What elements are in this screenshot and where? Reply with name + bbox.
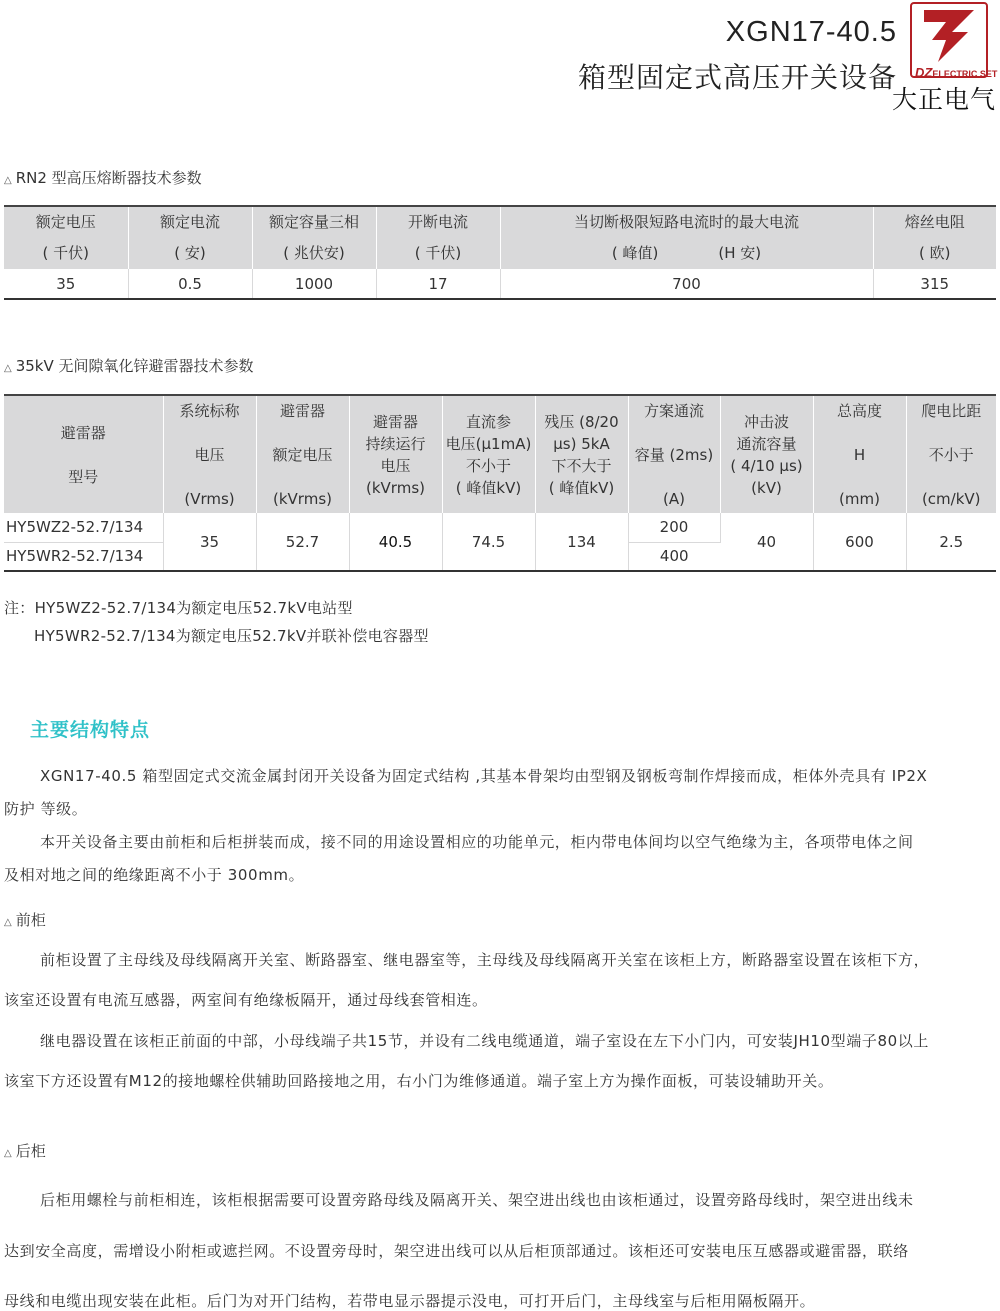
paragraph-line: 及相对地之间的绝缘距离不小于 300mm。 — [4, 866, 305, 884]
paragraph-line: 母线和电缆出现安装在此柜。后门为对开门结构，若带电显示器提示没电，可打开后门，主母线室与后柜用隔板隔开。 — [4, 1292, 816, 1310]
table-cell: 400 — [659, 547, 689, 566]
triangle-bullet-icon: △ — [4, 363, 12, 374]
brand-name: 大正电气 — [892, 85, 997, 114]
features-heading: 主要结构特点 — [30, 719, 151, 741]
header-dc-reference-voltage: 直流参 电压(μ1mA) 不小于 ( 峰值kV) — [442, 395, 535, 513]
product-title: 箱型固定式高压开关设备 — [577, 61, 897, 94]
header-impulse-capacity: 冲击波 通流容量 ( 4/10 μs) (kV) — [720, 395, 813, 513]
table-cell: 35 — [163, 513, 256, 571]
table-cell: 40 — [720, 513, 813, 571]
table-cell: 74.5 — [442, 513, 535, 571]
header-max-current: 当切断极限短路电流时的最大电流 ( 峰值) (H 安) — [500, 206, 873, 269]
table-row — [4, 269, 996, 299]
triangle-bullet-icon: △ — [4, 175, 12, 186]
header-residual-voltage: 残压 (8/20 μs) 5kA 下不大于 ( 峰值kV) — [535, 395, 628, 513]
table-cell: 52.7 — [256, 513, 349, 571]
paragraph-line: 前柜设置了主母线及母线隔离开关室、断路器室、继电器室等，主母线及母线隔离开关室在该柜上方，断路器室设置在该柜下方， — [40, 951, 930, 969]
paragraph-line: 后柜用螺栓与前柜相连，该柜根据需要可设置旁路母线及隔离开关、架空进出线也由该柜通过，设置旁路母线时，架空进出线未 — [40, 1191, 914, 1209]
paragraph-line: 达到安全高度，需增设小附柜或遮拦网。不设置旁母时，架空进出线可以从后柜顶部通过。该柜还可安装电压互感器或避雷器，联络 — [4, 1242, 909, 1260]
header-creepage-distance: 爬电比距 不小于 (cm/kV) — [906, 395, 996, 513]
header-breaking-current: 开断电流 ( 千伏) — [376, 206, 500, 269]
header-arrester-model: 避雷器 型号 — [4, 395, 163, 513]
header-continuous-voltage: 避雷器 持续运行 电压 (kVrms) — [349, 395, 442, 513]
logo-text: DZELECTRIC SET — [915, 65, 998, 80]
paragraph-line: 防护 等级。 — [4, 800, 88, 818]
table-cell: 17 — [376, 269, 500, 299]
table-cell: 700 — [500, 269, 873, 299]
lightning-icon — [912, 4, 990, 66]
table-cell: 1000 — [252, 269, 376, 299]
rear-cabinet-title: △ 后柜 — [4, 1142, 46, 1160]
fuse-table-title: △ RN2 型高压熔断器技术参数 — [4, 169, 202, 187]
paragraph-line: 该室还设置有电流互感器，两室间有绝缘板隔开，通过母线套管相连。 — [4, 991, 488, 1009]
table-cell: HY5WZ2-52.7/134 — [4, 513, 163, 542]
header-arrester-rated-voltage: 避雷器 额定电压 (kVrms) — [256, 395, 349, 513]
paragraph-line: 该室下方还设置有M12的接地螺栓供辅助回路接地之用，右小门为维修通道。端子室上方为操作面板，可装设辅助开关。 — [4, 1072, 834, 1090]
paragraph-line: XGN17-40.5 箱型固定式交流金属封闭开关设备为固定式结构 ,其基本骨架均由型钢及钢板弯制作焊接而成，柜体外壳具有 IP2X — [40, 767, 928, 785]
arrester-spec-table — [4, 394, 996, 572]
header-rated-current: 额定电流 ( 安) — [128, 206, 252, 269]
brand-logo — [910, 2, 998, 80]
table-cell: 134 — [535, 513, 628, 571]
front-cabinet-title: △ 前柜 — [4, 911, 46, 929]
model-title: XGN17-40.5 — [725, 16, 897, 48]
triangle-bullet-icon: △ — [4, 1148, 12, 1159]
table-cell: 40.5 — [349, 513, 442, 571]
table-cell: 35 — [4, 269, 128, 299]
table-cell: 600 — [813, 513, 906, 571]
paragraph-line: 本开关设备主要由前柜和后柜拼装而成，接不同的用途设置相应的功能单元，柜内带电体间均以空气绝缘为主，各项带电体之间 — [40, 833, 914, 851]
header-rated-capacity: 额定容量三相 ( 兆伏安) — [252, 206, 376, 269]
header-flow-capacity: 方案通流 容量 (2ms) (A) — [628, 395, 720, 513]
header-total-height: 总高度 H (mm) — [813, 395, 906, 513]
table-row — [4, 513, 996, 542]
note-line-1: 注：HY5WZ2-52.7/134为额定电压52.7kV电站型 — [4, 599, 353, 617]
table-cell: 0.5 — [128, 269, 252, 299]
note-line-2: HY5WR2-52.7/134为额定电压52.7kV并联补偿电容器型 — [34, 627, 429, 645]
header-rated-voltage: 额定电压 ( 千伏) — [4, 206, 128, 269]
table-cell: 315 — [920, 274, 950, 293]
header-fuse-resistance: 熔丝电阻 ( 欧) — [873, 206, 996, 269]
paragraph-line: 继电器设置在该柜正前面的中部，小母线端子共15节，并设有二线电缆通道，端子室设在左下小门内，可安装JH10型端子80以上 — [40, 1032, 929, 1050]
fuse-spec-table — [4, 205, 996, 300]
table-cell: 200 — [628, 513, 720, 542]
triangle-bullet-icon: △ — [4, 917, 12, 928]
arrester-table-title: △ 35kV 无间隙氧化锌避雷器技术参数 — [4, 357, 254, 375]
table-cell: 2.5 — [906, 513, 996, 571]
header-system-voltage: 系统标称 电压 (Vrms) — [163, 395, 256, 513]
table-cell: HY5WR2-52.7/134 — [4, 542, 163, 571]
